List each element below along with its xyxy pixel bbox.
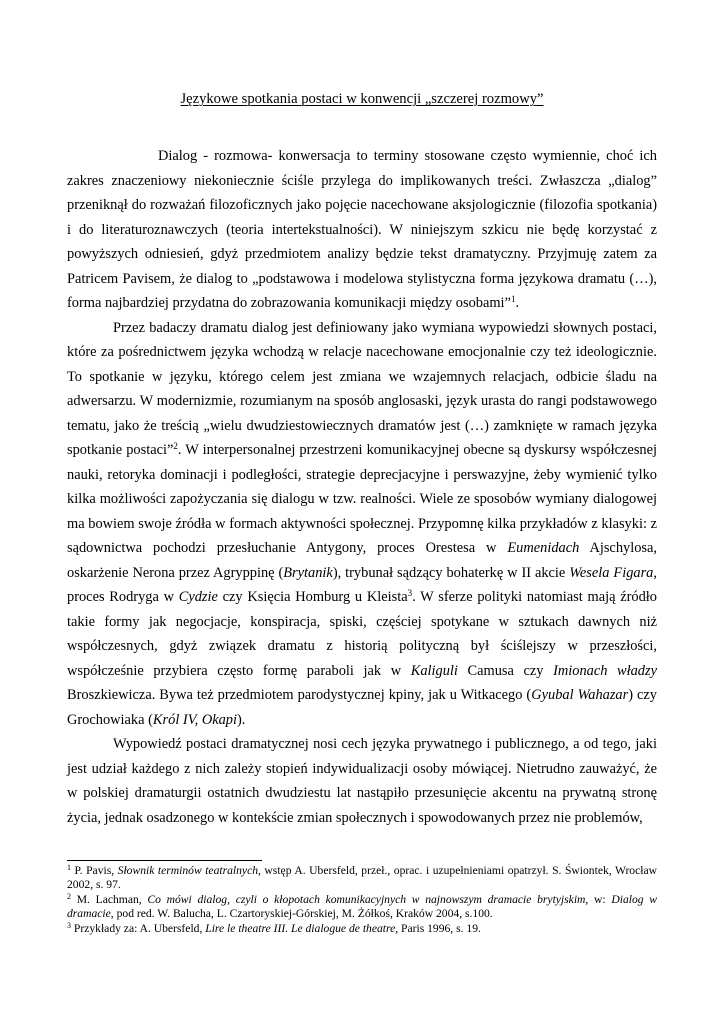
footnote-separator <box>67 860 262 861</box>
text-run: Przykłady za: A. Ubersfeld, <box>71 921 206 935</box>
footnote-ref: 3 <box>67 920 71 930</box>
footnote-ref: 2 <box>173 441 178 451</box>
text-run: . <box>515 295 520 311</box>
paragraph <box>67 732 657 830</box>
text-run: Dialog - rozmowa- konwersacja to terminy stosowane często wymiennie, choć ich zakres znaczeniowy niekoniecznie ściśle przylega do implikowanych treści. Zwłaszcza „dialog” przeniknął do rozważań filozoficznych jako pojęcie nacechowane aksjologicznie (filozofia spotkania) i do literaturoznawczych (teoria intertekstualności). W niniejszym szkicu nie będę korzystać z powyższych odniesień, gdyż przedmiotem analizy będzie tekst dramatyczny. Przyjmuję zatem za Patricem Pavisem, że dialog to „podstawowa i modelowa stylistyczna forma językowa dramatu (…), forma najbardziej przydatna do zobrazowania komunikacji między osobami” <box>67 148 657 311</box>
document-title: Językowe spotkania postaci w konwencji „szczerej rozmowy” <box>180 91 544 107</box>
text-run: ). <box>237 711 246 728</box>
footnote <box>67 922 657 936</box>
text-run: Wypowiedź postaci dramatycznej nosi cech języka prywatnego i publicznego, a od tego, jaki jest udział każdego z nich zależy stopień indywidualizacji osoby mówiącej. Nietrudno zauważyć, że w polskiej dramaturgii ostatnich dwudziestu lat nastąpiło przesunięcie akcentu na prywatną stronę życia, jednak osadzonego w kontekście zmian społecznych i spowodowanych przez nie problemów, <box>67 736 657 826</box>
italic-title: Kaliguli <box>410 662 458 679</box>
text-run: Przez badaczy dramatu dialog jest definiowany jako wymiana wypowiedzi słownych postaci, które za pośrednictwem języka wchodzą w relacje nacechowane emocjonalnie czy też ideologicznie. To spotkanie w języku, którego celem jest zmiana we wzajemnych relacjach, odbicie śladu na adwersarzu. W modernizmie, rozumianym na sposób anglosaski, język urasta do rangi podstawowego tematu, jako że treścią „wielu dwudziestowiecznych dramatów jest (…) zamknięte w ramach języka spotkanie postaci” <box>67 319 657 458</box>
italic-title: Słownik terminów teatralnych <box>117 864 259 877</box>
text-run: , w: <box>585 892 612 906</box>
footnote <box>67 893 657 922</box>
text-run: . W sferze polityki natomiast mają źródło takie formy jak negocjacje, konspiracja, spiski, częściej spotykane w sztukach dawnych niż współczesnych, gdyż związek dramatu z historią polityczną był ściślejszy w przeszłości, współcześnie przybiera często formę paraboli jak w <box>67 589 657 679</box>
text-run: . W interpersonalnej przestrzeni komunikacyjnej obecne są dyskursy współczesnej nauki, retoryka dominacji i podległości, strategie deprecjacyjne i perswazyjne, żeby wymienić tylko kilka możliwości zapożyczania się dialogu w tzw. realności. Wiele ze sposobów wymiany dialogowej ma bowiem swoje źródła w formach aktywności społecznej. Przypomnę kilka przykładów z klasyki: z sądownictwa pochodzi przesłuchanie Antygony, proces Orestesa w <box>67 442 657 556</box>
italic-title: Wesela Figara <box>569 564 654 581</box>
italic-title: Brytanik <box>283 564 333 581</box>
italic-title: Cydzie <box>178 589 218 605</box>
italic-title: Lire le theatre III. Le dialogue de theatre, <box>205 921 399 935</box>
italic-title: Co mówi dialog, czyli o kłopotach komunikacyjnych w najnowszym dramacie brytyjskim <box>147 892 586 906</box>
footnote-ref: 3 <box>407 588 413 598</box>
text-run: P. Pavis, <box>71 864 118 877</box>
italic-title: Imionach władzy <box>553 662 657 679</box>
footnote-ref: 2 <box>67 891 71 901</box>
text-run: Paris 1996, s. 19. <box>398 921 481 935</box>
text-run: Camusa czy <box>457 662 554 679</box>
italic-title: Król IV, Okapi <box>152 711 238 728</box>
text-run: M. Lachman, <box>71 892 148 906</box>
italic-title: Eumenidach <box>507 540 580 556</box>
text-run: ), trybunał sądzący bohaterkę w II akcie <box>332 564 570 581</box>
text-run: Ajschylosa, oskarżenie Nerona przez Agryppinę ( <box>67 540 657 581</box>
paragraph <box>67 144 657 316</box>
footnote <box>67 864 657 893</box>
footnote-ref: 1 <box>67 863 71 872</box>
paragraph <box>67 316 657 733</box>
text-run: Broszkiewicza. Bywa też przedmiotem parodystycznej kpiny, jak u Witkacego ( <box>67 687 532 703</box>
document-body <box>67 144 657 830</box>
text-run: , proces Rodryga w <box>67 564 657 605</box>
text-run: , wstęp A. Ubersfeld, przeł., oprac. i uzupełnieniami opatrzył. S. Świontek, Wrocław 2002, s. 97. <box>67 864 657 892</box>
footnote-ref: 1 <box>510 294 516 304</box>
italic-title: Dialog w dramacie <box>67 892 657 921</box>
italic-title: Gyubal Wahazar <box>531 687 629 703</box>
footnotes <box>67 864 657 936</box>
text-run: czy Księcia Homburg u Kleista <box>217 589 408 605</box>
text-run: ) czy Grochowiaka ( <box>67 687 657 728</box>
text-run: , pod red. W. Balucha, L. Czartoryskiej-Górskiej, M. Żółkoś, Kraków 2004, s.100. <box>110 907 493 921</box>
